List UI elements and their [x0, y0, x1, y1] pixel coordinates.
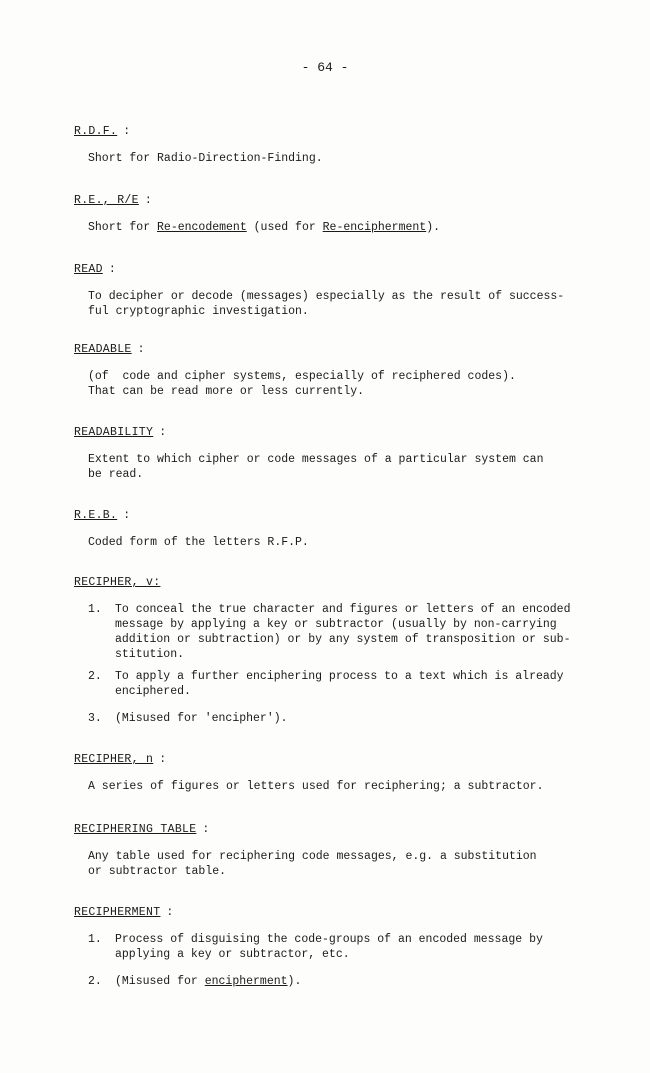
entry-term: R.E., R/E : [74, 194, 152, 207]
entry-definition: Extent to which cipher or code messages of a particular system can be read. [88, 453, 544, 481]
entry-term: RECIPHERMENT : [74, 906, 174, 919]
entry-definition: A series of figures or letters used for reciphering; a subtractor. [88, 780, 544, 793]
entry-term: RECIPHERING TABLE : [74, 823, 210, 836]
entry-definition: Coded form of the letters R.F.P. [88, 536, 309, 549]
entry-term: RECIPHER, n : [74, 753, 167, 766]
entry-term: RECIPHER, v: [74, 576, 161, 589]
cross-reference: Re-encodement [157, 221, 247, 234]
entry-term: READABLE : [74, 343, 145, 356]
entry-term: R.D.F. : [74, 125, 131, 138]
cross-reference: Re-encipherment [322, 221, 427, 234]
entry-definition: Any table used for reciphering code messages, e.g. a substitution or subtractor table. [88, 850, 537, 878]
entry-term: READ : [74, 263, 116, 276]
entry-definition: To decipher or decode (messages) especially as the result of success- ful cryptographic investigation. [88, 290, 565, 318]
entry-term: R.E.B. : [74, 509, 131, 522]
entry-definition: Short for Radio-Direction-Finding. [88, 152, 323, 165]
entry-definition: Short for Re-encodement (used for Re-encipherment). [88, 221, 440, 234]
page-number: - 64 - [301, 60, 349, 75]
entry-term: READABILITY : [74, 426, 167, 439]
cross-reference: encipherment [204, 975, 288, 988]
entry-definition: (of code and cipher systems, especially of reciphered codes). That can be read more or less currently. [88, 370, 516, 398]
